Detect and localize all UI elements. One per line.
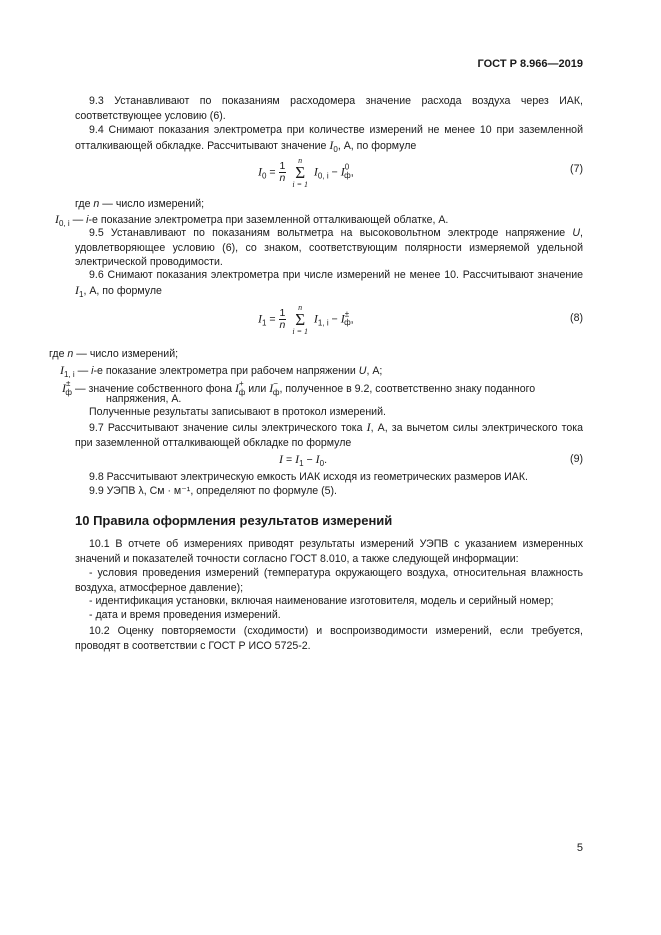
bullet-conditions: - условия проведения измерений (температура окружающего воздуха, относительная влажность воздуха, атмосферное давление);	[75, 567, 583, 594]
where-8-background: $I^\pm_ф$ — значение собственного фона $I^+_ф$ или $I^-_ф$, полученное в 9.2, соответственно знаку поданного	[62, 379, 536, 397]
formula-9: $I = I_1 - I_0$.	[279, 452, 328, 468]
document-header: ГОСТ Р 8.966—2019	[477, 58, 583, 70]
bullet-date-time: - дата и время проведения измерений.	[89, 609, 281, 621]
paragraph-9-4: 9.4 Снимают показания электрометра при количестве измерений не менее 10 при заземленной отталкивающей обкладке. Рассчитывают значение $I_0$, А, по формуле	[75, 124, 583, 154]
where-7-n: где n — число измерений;	[75, 198, 205, 210]
formula-8-number: (8)	[570, 312, 583, 324]
paragraph-protocol: Полученные результаты записывают в протокол измерений.	[89, 406, 386, 418]
paragraph-9-3: 9.3 Устанавливают по показаниям расходомера значение расхода воздуха через ИАК, соответствующее условию (6).	[75, 95, 583, 122]
paragraph-9-5: 9.5 Устанавливают по показаниям вольтметра на высоковольтном электроде напряжение U, удовлетворяющее условию (6), со знаком, соответствующим полярности измеряемой удельной электрической проводимости.	[75, 227, 583, 268]
paragraph-10-1: 10.1 В отчете об измерениях приводят результаты измерений УЭПВ с указанием измеренных значений и показателей точности согласно ГОСТ 8.010, а также следующей информации:	[75, 538, 583, 565]
paragraph-9-8: 9.8 Рассчитывают электрическую емкость ИАК исходя из геометрических размеров ИАК.	[89, 471, 528, 483]
formula-8: $I_1$ = $\frac{1}{n}$ n Σ i = 1 $I_{1, i} - I^\pm_ф$,	[258, 303, 354, 336]
where-7-i: $I_{0, i}$ — i-е показание электрометра при заземленной отталкивающей облатке, А.	[55, 212, 449, 228]
formula-7: $I_0$ = $\frac{1}{n}$ n Σ i = 1 $I_{0, i} - I^0_ф$,	[258, 156, 354, 189]
section-10-title: 10 Правила оформления результатов измерений	[75, 513, 393, 528]
formula-7-number: (7)	[570, 163, 583, 175]
paragraph-9-6: 9.6 Снимают показания электрометра при числе измерений не менее 10. Рассчитывают значение $I_1$, А, по формуле	[75, 269, 583, 299]
formula-9-number: (9)	[570, 453, 583, 465]
where-8-background-cont: напряжения, А.	[106, 393, 182, 405]
page-number: 5	[576, 842, 583, 854]
paragraph-9-7: 9.7 Рассчитывают значение силы электрического тока I, А, за вычетом силы электрического тока при заземленной отталкивающей обкладке по формуле	[75, 420, 583, 449]
bullet-installation: - идентификация установки, включая наименование изготовителя, модель и серийный номер;	[89, 595, 554, 607]
paragraph-9-9: 9.9 УЭПВ λ, См · м⁻¹, определяют по формуле (5).	[89, 485, 337, 497]
where-8-i: $I_{1, i}$ — i-е показание электрометра при рабочем напряжении U, А;	[60, 363, 383, 379]
where-8-n: где n — число измерений;	[49, 348, 179, 360]
paragraph-10-2: 10.2 Оценку повторяемости (сходимости) и воспроизводимости измерений, если требуется, проводят в соответствии с ГОСТ Р ИСО 5725-2.	[75, 625, 583, 652]
